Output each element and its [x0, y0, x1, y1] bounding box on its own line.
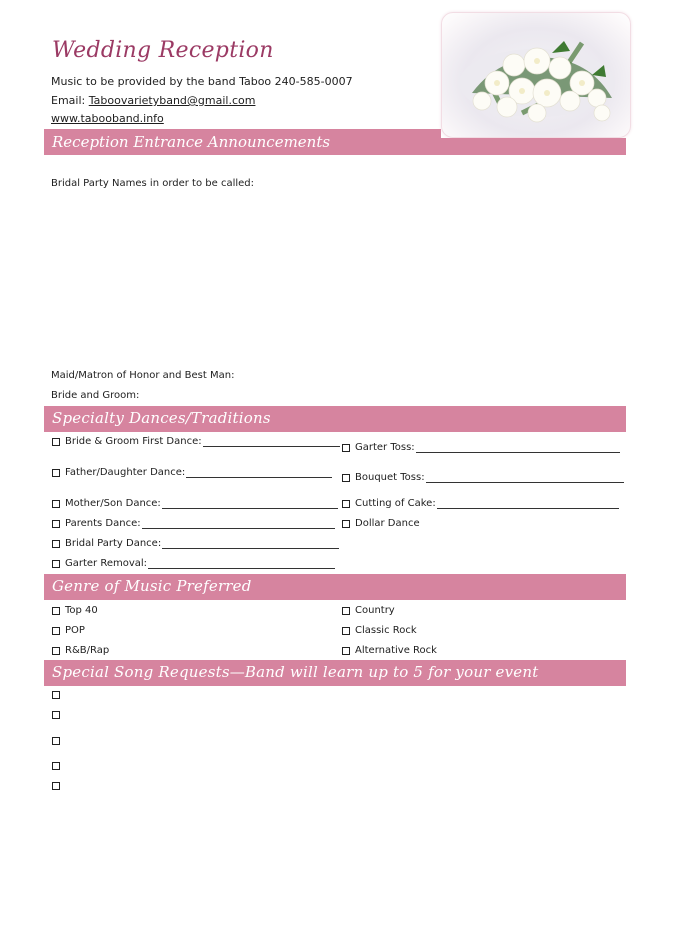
section-heading-songs: Special Song Requests—Band will learn up to 5 for your event [52, 663, 539, 681]
checkbox[interactable] [52, 711, 60, 719]
fill-in-line[interactable] [203, 437, 340, 447]
dance-label: Parents Dance: [65, 518, 141, 529]
email-label: Email: [51, 94, 89, 107]
checkbox[interactable] [52, 500, 60, 508]
checkbox[interactable] [52, 469, 60, 477]
song-request-item [52, 711, 65, 719]
checkbox[interactable] [52, 782, 60, 790]
fill-in-line[interactable] [162, 539, 339, 549]
checkbox[interactable] [52, 627, 60, 635]
fill-in-line[interactable] [416, 443, 620, 453]
checkbox[interactable] [342, 607, 350, 615]
dance-item [52, 538, 339, 549]
section-heading-dances: Specialty Dances/Traditions [52, 409, 271, 427]
section-bar-genre [44, 574, 626, 600]
checkbox[interactable] [342, 627, 350, 635]
checkbox[interactable] [342, 444, 350, 452]
checkbox[interactable] [342, 474, 350, 482]
dance-item [52, 498, 338, 509]
tradition-label: Cutting of Cake: [355, 498, 436, 509]
song-request-item [52, 737, 65, 745]
page-title: Wedding Reception [52, 38, 274, 63]
genre-label: Classic Rock [355, 625, 417, 636]
song-request-item [52, 782, 65, 790]
checkbox[interactable] [52, 607, 60, 615]
dance-label: Father/Daughter Dance: [65, 467, 186, 478]
tradition-label: Bouquet Toss: [355, 472, 425, 483]
section-heading-entrance: Reception Entrance Announcements [52, 133, 331, 151]
section-heading-genre: Genre of Music Preferred [52, 577, 252, 595]
dance-item [52, 436, 340, 447]
email-link[interactable]: Taboovarietyband@gmail.com [88, 94, 256, 107]
tradition-item [342, 518, 420, 529]
checkbox[interactable] [52, 438, 60, 446]
dance-item [52, 518, 335, 529]
fill-in-line[interactable] [162, 499, 338, 509]
song-request-item [52, 762, 65, 770]
dance-label: Mother/Son Dance: [65, 498, 161, 509]
genre-label: Country [355, 605, 395, 616]
website-link[interactable]: www.tabooband.info [51, 112, 164, 125]
tradition-item [342, 442, 620, 453]
genre-item [342, 605, 395, 616]
checkbox[interactable] [342, 500, 350, 508]
genre-label: R&B/Rap [65, 645, 110, 656]
genre-item [52, 625, 85, 636]
genre-item [342, 625, 417, 636]
tradition-item [342, 498, 619, 509]
bridal-party-label: Bridal Party Names in order to be called: [51, 178, 254, 189]
checkbox[interactable] [342, 647, 350, 655]
dance-label: Bridal Party Dance: [65, 538, 162, 549]
genre-item [52, 645, 109, 656]
genre-label: Alternative Rock [355, 645, 437, 656]
genre-item [52, 605, 98, 616]
bride-groom-label: Bride and Groom: [51, 390, 140, 401]
email-line [51, 94, 255, 107]
fill-in-line[interactable] [148, 559, 335, 569]
checkbox[interactable] [52, 691, 60, 699]
fill-in-line[interactable] [142, 519, 335, 529]
checkbox[interactable] [52, 647, 60, 655]
dance-label: Bride & Groom First Dance: [65, 436, 202, 447]
section-bar-dances [44, 406, 626, 432]
song-request-item [52, 691, 65, 699]
tradition-label: Dollar Dance [355, 518, 420, 529]
band-info: Music to be provided by the band Taboo 240-585-0007 [51, 75, 353, 88]
dance-item [52, 467, 332, 478]
genre-label: Top 40 [65, 605, 98, 616]
bouquet-illustration [442, 13, 630, 137]
checkbox[interactable] [52, 540, 60, 548]
fill-in-line[interactable] [437, 499, 619, 509]
checkbox[interactable] [52, 762, 60, 770]
genre-item [342, 645, 437, 656]
section-bar-songs [44, 660, 626, 686]
fill-in-line[interactable] [426, 473, 624, 483]
tradition-label: Garter Toss: [355, 442, 415, 453]
checkbox[interactable] [52, 560, 60, 568]
checkbox[interactable] [342, 520, 350, 528]
dance-item [52, 558, 335, 569]
genre-label: POP [65, 625, 85, 636]
fill-in-line[interactable] [186, 468, 332, 478]
tradition-item [342, 472, 624, 483]
maid-best-man-label: Maid/Matron of Honor and Best Man: [51, 370, 235, 381]
checkbox[interactable] [52, 520, 60, 528]
checkbox[interactable] [52, 737, 60, 745]
website-line [51, 112, 164, 125]
flower-bouquet-image [441, 12, 631, 138]
dance-label: Garter Removal: [65, 558, 148, 569]
